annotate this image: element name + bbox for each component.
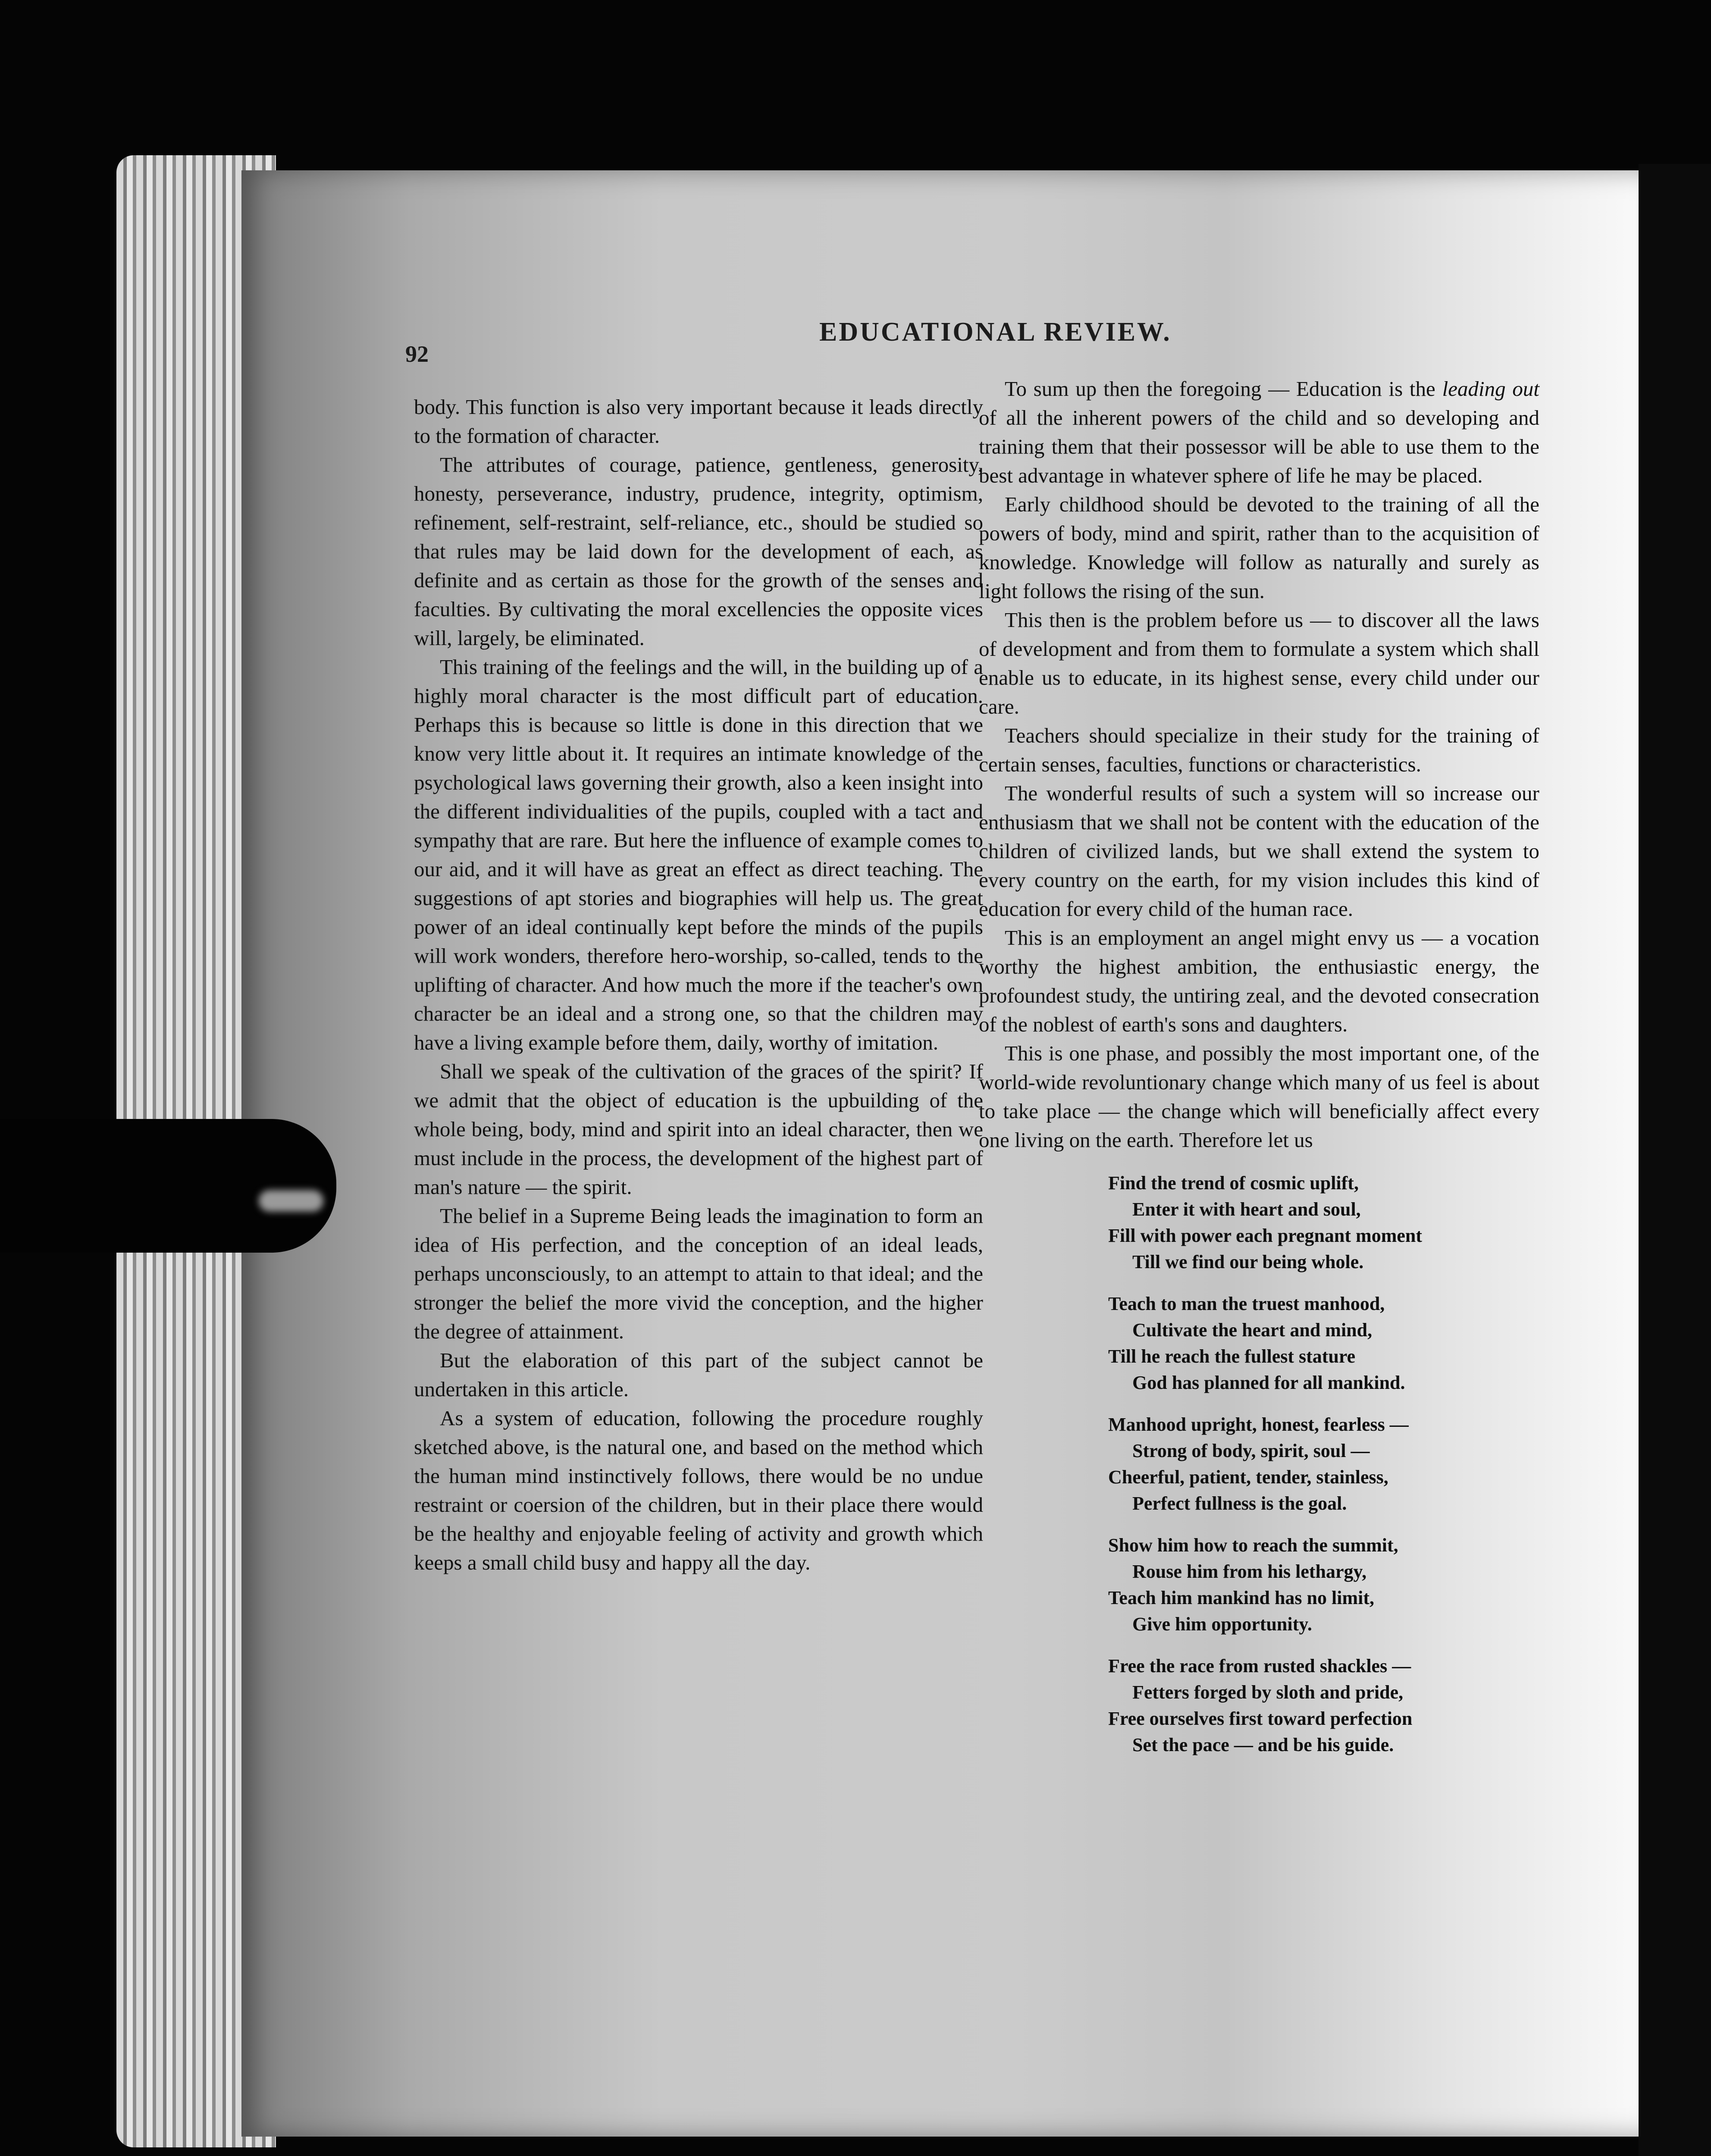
poem-line: God has planned for all mankind. bbox=[1132, 1372, 1405, 1393]
paragraph: This is an employment an angel might envy us — a vocation worthy the highest ambition, the enthusiastic energy, the profoundest study, the untiring zeal, and the devoted consecration of the noblest of earth's sons and daughters. bbox=[979, 926, 1539, 1036]
poem-line: Teach to man the truest manhood, bbox=[1108, 1293, 1385, 1314]
right-column bbox=[979, 374, 1539, 1774]
paragraph: Shall we speak of the cultivation of the graces of the spirit? If we admit that the object of education is the upbuilding of the whole being, body, mind and spirit into an ideal character, then we must include in the process, the development of the highest part of man's nature — the spirit. bbox=[414, 1059, 983, 1199]
poem-line: Set the pace — and be his guide. bbox=[1132, 1734, 1394, 1755]
poem-line: Rouse him from his lethargy, bbox=[1132, 1561, 1367, 1582]
poem-line: Show him how to reach the summit, bbox=[1108, 1535, 1398, 1556]
paragraph: As a system of education, following the procedure roughly sketched above, is the natural one, and based on the method which the human mind instinctively follows, there would be no undue restraint or coersion of the children, but in their place there would be the healthy and enjoyable feeling of activity and growth which keeps a small child busy and happy all the day. bbox=[414, 1406, 983, 1574]
poem-line: Fetters forged by sloth and pride, bbox=[1132, 1682, 1404, 1703]
poem-stanza bbox=[1108, 1170, 1539, 1275]
paragraph: The belief in a Supreme Being leads the imagination to form an idea of His perfection, and the conception of an ideal leads, perhaps unconsciously, to an attempt to attain to that ideal; and the stronger the belief the more vivid the conception, and the higher the degree of attainment. bbox=[414, 1204, 983, 1343]
poem-line: Give him opportunity. bbox=[1132, 1614, 1312, 1635]
poem-line: Manhood upright, honest, fearless — bbox=[1108, 1414, 1409, 1435]
paragraph: But the elaboration of this part of the subject cannot be undertaken in this article. bbox=[414, 1348, 983, 1401]
poem-line: Till he reach the fullest stature bbox=[1108, 1346, 1356, 1367]
paragraph: body. This function is also very important because it leads directly to the formation of character. bbox=[414, 395, 983, 448]
poem-line: Strong of body, spirit, soul — bbox=[1132, 1440, 1370, 1461]
poem-line: Find the trend of cosmic uplift, bbox=[1108, 1172, 1359, 1194]
poem-line: Free ourselves first toward perfection bbox=[1108, 1708, 1413, 1729]
left-column bbox=[414, 392, 983, 1577]
poem bbox=[979, 1170, 1539, 1758]
poem-line: Teach him mankind has no limit, bbox=[1108, 1587, 1374, 1608]
summary-paragraph bbox=[979, 374, 1539, 490]
page-number: 92 bbox=[405, 341, 429, 367]
poem-line: Cheerful, patient, tender, stainless, bbox=[1108, 1467, 1388, 1488]
paragraph: Teachers should specialize in their study for the training of certain senses, faculties, functions or characteristics. bbox=[979, 724, 1539, 776]
poem-stanza bbox=[1108, 1291, 1539, 1396]
poem-line: Till we find our being whole. bbox=[1132, 1251, 1364, 1272]
paragraph: The attributes of courage, patience, gentleness, generosity, honesty, perseverance, industry, prudence, integrity, optimism, refinement, self-restraint, self-reliance, etc., should be studied so that rules may be laid down for the development of each, as definite and as certain as those for the growth of the senses and faculties. By cultivating the moral excellencies the opposite vices will, largely, be eliminated. bbox=[414, 453, 983, 650]
poem-line: Perfect fullness is the goal. bbox=[1132, 1493, 1347, 1514]
thumb-highlight bbox=[259, 1190, 323, 1212]
italic-phrase: leading out bbox=[1442, 377, 1539, 401]
paragraph: This is one phase, and possibly the most important one, of the world-wide revoluntionary change which many of us feel is about to take place — the change which will beneficially affect every one living on the earth. Therefore let us bbox=[979, 1041, 1539, 1152]
thumb-silhouette bbox=[0, 1119, 336, 1253]
poem-line: Free the race from rusted shackles — bbox=[1108, 1655, 1411, 1677]
poem-line: Fill with power each pregnant moment bbox=[1108, 1225, 1422, 1246]
running-head: EDUCATIONAL REVIEW. bbox=[819, 317, 1172, 347]
poem-line: Enter it with heart and soul, bbox=[1132, 1199, 1361, 1220]
summary-text-end: of all the inherent powers of the child and so developing and training them that their possessor will be able to use them to the best advantage in whatever sphere of life he may be placed. bbox=[979, 406, 1539, 487]
paragraph: This training of the feelings and the will, in the building up of a highly moral character is the most difficult part of education. Perhaps this is because so little is done in this direction that we know very little about it. It requires an intimate knowledge of the psychological laws governing their growth, also a keen insight into the different individualities of the pupils, coupled with a tact and sympathy that are rare. But here the influence of example comes to our aid, and it will have as great an effect as direct teaching. The suggestions of apt stories and biographies will help us. The great power of an ideal continually kept before the minds of the pupils will work wonders, therefore hero-worship, so-called, tends to the uplifting of character. And how much the more if the teacher's own character be an ideal and a strong one, so that the children may have a living example before them, daily, worthy of imitation. bbox=[414, 655, 983, 1054]
poem-stanza bbox=[1108, 1653, 1539, 1758]
paragraph: Early childhood should be devoted to the training of all the powers of body, mind and spirit, rather than to the acquisition of knowledge. Knowledge will follow as naturally and surely as light follows the rising of the sun. bbox=[979, 492, 1539, 603]
poem-line: Cultivate the heart and mind, bbox=[1132, 1319, 1373, 1341]
paragraph: This then is the problem before us — to discover all the laws of development and from them to formulate a system which shall enable us to educate, in its highest sense, every child under our care. bbox=[979, 608, 1539, 718]
paragraph: The wonderful results of such a system will so increase our enthusiasm that we shall not be content with the education of the children of civilized lands, but we shall extend the system to every country on the earth, for my vision includes this kind of education for every child of the human race. bbox=[979, 781, 1539, 921]
poem-stanza bbox=[1108, 1532, 1539, 1637]
summary-text-start: To sum up then the foregoing — Education is the bbox=[1005, 377, 1442, 401]
book-binding-shadow bbox=[1639, 164, 1711, 2156]
poem-stanza bbox=[1108, 1411, 1539, 1517]
